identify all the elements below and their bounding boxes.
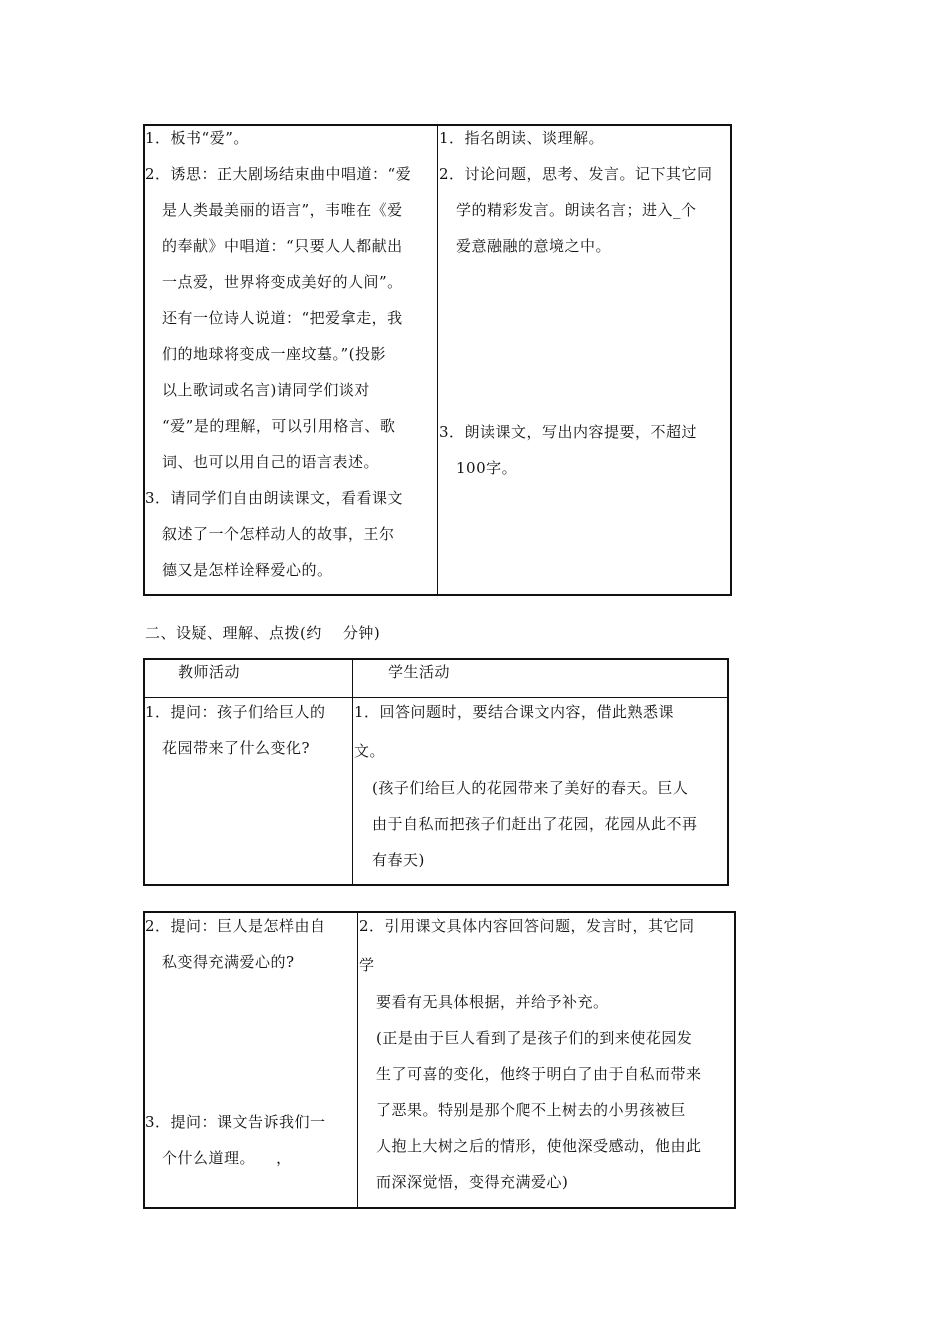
table2-header-teacher: 教师活动 (178, 663, 241, 681)
table1-student-line: 学的精彩发言。朗读名言；进入_个 (456, 201, 697, 219)
table1-teacher-line: “爱”是的理解，可以引用格言、歌 (162, 417, 396, 435)
table1-teacher-line: 是人类最美丽的语言”，韦唯在《爱 (162, 201, 403, 219)
table1-teacher-line: 3．请同学们自由朗读课文，看看课文 (145, 489, 404, 507)
section-heading: 二、设疑、理解、点拨(约 分钟) (145, 624, 381, 642)
table2-student-line: (孩子们给巨人的花园带来了美好的春天。巨人 (372, 779, 689, 797)
table3-column-divider (357, 911, 358, 1209)
table1-student-line: 3．朗读课文，写出内容提要，不超过 (439, 423, 698, 441)
table3-teacher-line: 私变得充满爱心的? (162, 953, 295, 971)
table3-student-line: 学 (359, 956, 375, 974)
table1-teacher-line: 的奉献》中唱道：“只要人人都献出 (162, 237, 403, 255)
table3-student-line: 生了可喜的变化，他终于明白了由于自私而带来 (376, 1065, 702, 1083)
table1-teacher-line: 1．板书“爱”。 (145, 129, 249, 147)
table3-student-line: 2．引用课文具体内容回答问题，发言时，其它同 (359, 917, 695, 935)
table2-student-line: 有春天) (372, 851, 425, 869)
table1-student-line: 1．指名朗读、谈理解。 (439, 129, 605, 147)
table3-student-line: 而深深觉悟，变得充满爱心) (376, 1173, 569, 1191)
table1-column-divider (437, 124, 438, 596)
table3-teacher-line: 3．提问：课文告诉我们一 (145, 1113, 326, 1131)
table1-teacher-line: 叙述了一个怎样动人的故事，王尔 (162, 525, 395, 543)
table1-teacher-line: 以上歌词或名言)请同学们谈对 (162, 381, 370, 399)
table3-student-line: 人抱上大树之后的情形，使他深受感动，他由此 (376, 1137, 702, 1155)
table2-header-student: 学生活动 (388, 663, 451, 681)
table3-student-line: (正是由于巨人看到了是孩子们的到来使花园发 (376, 1029, 693, 1047)
table2-teacher-line: 花园带来了什么变化? (162, 739, 311, 757)
table1-teacher-line: 还有一位诗人说道：“把爱拿走，我 (162, 309, 403, 327)
table2-student-line: 由于自私而把孩子们赶出了花园，花园从此不再 (372, 815, 698, 833)
table3-teacher-line: 2．提问：巨人是怎样由自 (145, 917, 326, 935)
table2-header-divider (143, 697, 729, 698)
table1-teacher-line: 们的地球将变成一座坟墓。”(投影 (162, 345, 387, 363)
table1-student-line: 2．讨论问题，思考、发言。记下其它同 (439, 165, 713, 183)
table2-student-line: 文。 (354, 742, 386, 760)
table1-student-line: 爱意融融的意境之中。 (456, 237, 612, 255)
table1-teacher-line: 2．诱思：正大剧场结束曲中唱道：“爱 (145, 165, 412, 183)
table1-teacher-line: 德又是怎样诠释爱心的。 (162, 561, 333, 579)
table1-teacher-line: 一点爱，世界将变成美好的人间”。 (162, 273, 403, 291)
activity-table-2 (143, 658, 729, 886)
table2-column-divider (352, 658, 353, 886)
table3-student-line: 了恶果。特别是那个爬不上树去的小男孩被巨 (376, 1101, 687, 1119)
table3-teacher-line: 个什么道理。 ， (162, 1149, 292, 1167)
table1-teacher-line: 词、也可以用自己的语言表述。 (162, 453, 380, 471)
table2-teacher-line: 1．提问：孩子们给巨人的 (145, 703, 326, 721)
table2-student-line: 1．回答问题时，要结合课文内容，借此熟悉课 (354, 703, 675, 721)
table1-student-line: 100字。 (456, 459, 518, 477)
table3-student-line: 要看有无具体根据，并给予补充。 (376, 993, 609, 1011)
